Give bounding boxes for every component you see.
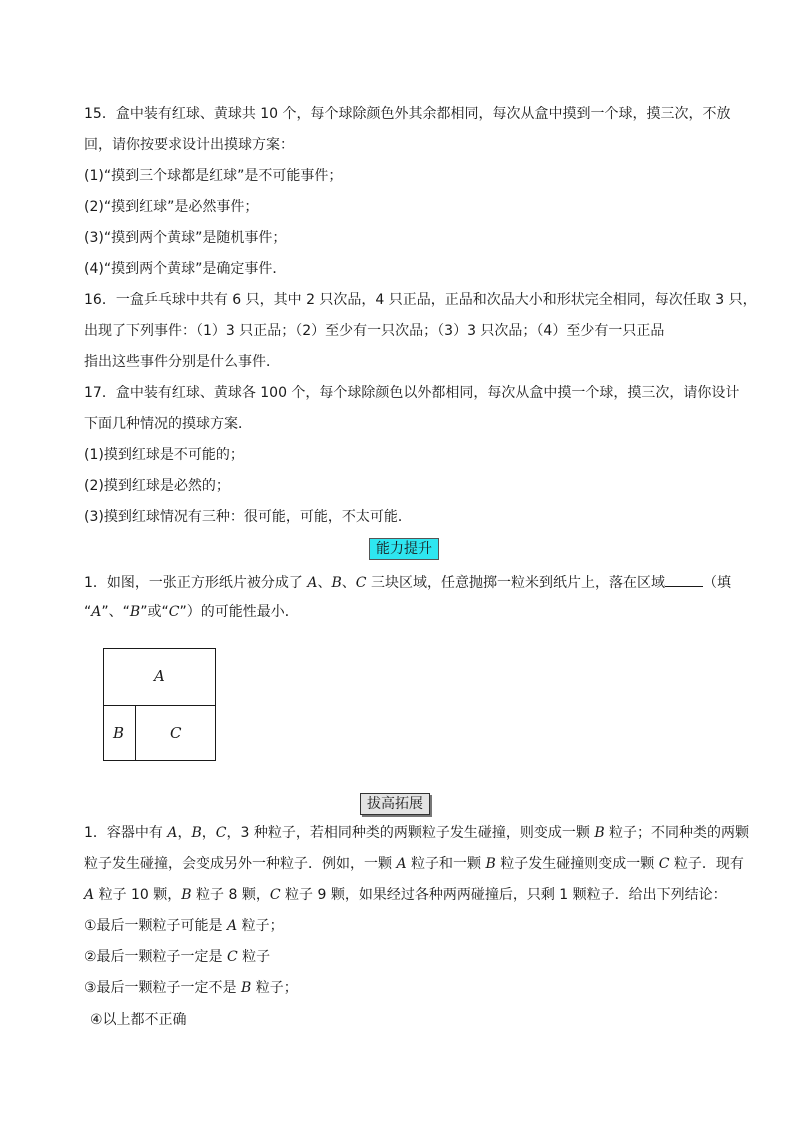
q15-option-1: (1)“摸到三个球都是红球”是不可能事件； <box>84 168 343 184</box>
q16-line-3: 指出这些事件分别是什么事件． <box>84 354 280 370</box>
section-heading-ability: 能力提升 <box>369 538 439 560</box>
ability-q1-line-2 <box>84 603 299 621</box>
q17-option-3: (3)摸到红球情况有三种：很可能，可能，不太可能． <box>84 509 412 525</box>
text: 三块区域，任意抛掷一粒米到纸片上，落在区域 <box>366 575 665 591</box>
text: ”或“ <box>140 604 169 620</box>
extension-q1-line-2 <box>84 855 744 873</box>
text: 粒子．现有 <box>669 856 744 872</box>
var-a: A <box>307 575 318 591</box>
section-heading-extension: 拔高拓展 <box>360 793 430 815</box>
region-c-label: C <box>170 724 182 742</box>
text: 粒子 <box>237 949 271 965</box>
text: 粒子和一颗 <box>406 856 486 872</box>
q15-option-2: (2)“摸到红球”是必然事件； <box>84 199 259 215</box>
text: ， <box>201 825 216 841</box>
extension-conclusion-4: ④以上都不正确 <box>90 1012 187 1028</box>
var-b: B <box>241 980 252 996</box>
var-c: C <box>227 949 238 965</box>
text: ③最后一颗粒子一定不是 <box>84 980 242 996</box>
var-a: A <box>84 887 95 903</box>
var-c: C <box>168 604 180 620</box>
var-b: B <box>485 856 496 872</box>
q17-option-2: (2)摸到红球是必然的； <box>84 478 230 494</box>
text: ”、“ <box>101 604 130 620</box>
var-a: A <box>227 918 238 934</box>
text: ，3 种粒子，若相同种类的两颗粒子发生碰撞，则变成一颗 <box>226 825 595 841</box>
var-a: A <box>167 825 178 841</box>
var-a: A <box>91 604 102 620</box>
q15-line-1: 15．盒中装有红球、黄球共 10 个，每个球除颜色外其余都相同，每次从盒中摸到一个球，摸三次，不放 <box>84 106 731 122</box>
var-b: B <box>181 887 192 903</box>
text: 1．如图，一张正方形纸片被分成了 <box>84 575 308 591</box>
text: 粒子；不同种类的两颗 <box>604 825 750 841</box>
text: （填 <box>702 575 731 591</box>
text: ①最后一颗粒子可能是 <box>84 918 228 934</box>
var-b: B <box>331 575 342 591</box>
q16-line-1: 16．一盒乒乓球中共有 6 只，其中 2 只次品，4 只正品，正品和次品大小和形状完全相同，每次任取 3 只， <box>84 292 757 308</box>
q17-line-1: 17．盒中装有红球、黄球各 100 个，每个球除颜色以外都相同，每次从盒中摸一个球，摸三次，请你设计 <box>84 385 740 401</box>
answer-blank[interactable] <box>665 572 703 587</box>
q17-option-1: (1)摸到红球是不可能的； <box>84 447 244 463</box>
ability-q1-line-1 <box>84 572 731 592</box>
text: ， <box>177 825 192 841</box>
region-a-label: A <box>154 667 165 685</box>
text: 粒子 8 颗， <box>191 887 270 903</box>
var-c: C <box>269 887 281 903</box>
figure-horizontal-divider <box>104 705 215 706</box>
text: 粒子发生碰撞则变成一颗 <box>495 856 659 872</box>
region-b-label: B <box>113 724 125 742</box>
q16-line-2: 出现了下列事件：（1）3 只正品；（2）至少有一只次品；（3）3 只次品；（4）至少有一只正品 <box>84 323 665 339</box>
q15-line-2: 回，请你按要求设计出摸球方案： <box>84 137 294 153</box>
var-b: B <box>594 825 605 841</box>
text: ”）的可能性最小． <box>179 604 299 620</box>
q15-option-3: (3)“摸到两个黄球”是随机事件； <box>84 230 287 246</box>
text: 粒子发生碰撞，会变成另外一种粒子．例如，一颗 <box>84 856 397 872</box>
var-b: B <box>129 604 141 620</box>
text: 1．容器中有 <box>84 825 168 841</box>
q15-option-4: (4)“摸到两个黄球”是确定事件． <box>84 261 287 277</box>
var-c: C <box>355 575 367 591</box>
var-a: A <box>396 856 407 872</box>
extension-conclusion-1 <box>84 917 284 935</box>
text: 、 <box>317 575 332 591</box>
var-b: B <box>191 825 202 841</box>
extension-conclusion-3 <box>84 979 298 997</box>
text: 粒子； <box>237 918 284 934</box>
text: 粒子； <box>251 980 298 996</box>
text: 粒子 9 颗，如果经过各种两两碰撞后，只剩 1 颗粒子．给出下列结论： <box>280 887 727 903</box>
text: “ <box>84 604 92 620</box>
extension-conclusion-2 <box>84 948 270 966</box>
text: 粒子 10 颗， <box>94 887 182 903</box>
text: ②最后一颗粒子一定是 <box>84 949 228 965</box>
figure-vertical-divider <box>135 705 136 760</box>
var-c: C <box>658 856 670 872</box>
square-paper-figure <box>103 648 216 761</box>
extension-q1-line-1 <box>84 824 749 842</box>
extension-q1-line-3 <box>84 886 727 904</box>
q17-line-2: 下面几种情况的摸球方案． <box>84 416 252 432</box>
text: 、 <box>341 575 356 591</box>
var-c: C <box>215 825 227 841</box>
